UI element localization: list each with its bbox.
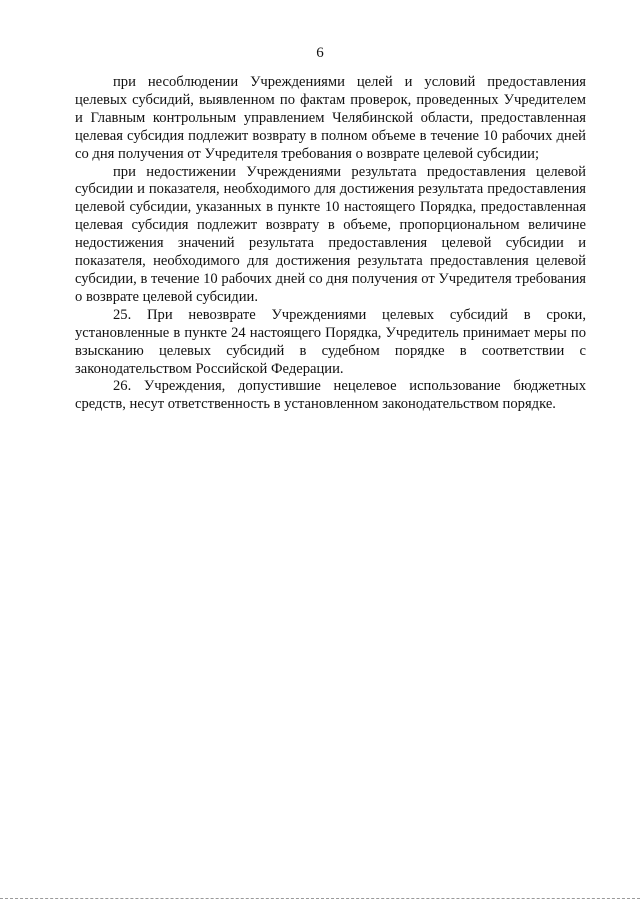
paragraph-return-nonachievement: при недостижении Учреждениями результата предоставления целевой субсидии и показателя, необходимого для достижения результата предоставления целевой субсидии, указанных в пункте 10 настоящего Порядка, предоставленная целевая субсидия подлежит возврату в объеме, пропорциональном величине недостижения значений результата предоставления целевой субсидии и показателя, необходимого для достижения результата предоставления целевой субсидии, в течение 10 рабочих дней со дня получения от Учредителя требования о возврате целевой субсидии.	[75, 163, 586, 305]
page-number: 6	[316, 45, 324, 61]
paragraph-return-noncompliance: при несоблюдении Учреждениями целей и условий предоставления целевых субсидий, выявленном по фактам проверок, проведенных Учредителем и Главным контрольным управлением Челябинской области, предоставленная целевая субсидия подлежит возврату в полном объеме в течение 10 рабочих дней со дня получения от Учредителя требования о возврате целевой субсидии;	[75, 74, 586, 162]
scan-edge-line	[0, 898, 640, 899]
document-body	[75, 74, 586, 414]
paragraph-item-26: 26. Учреждения, допустившие нецелевое использование бюджетных средств, несут ответственность в установленном законодательством порядке.	[75, 378, 586, 413]
paragraph-item-25: 25. При невозврате Учреждениями целевых субсидий в сроки, установленные в пункте 24 настоящего Порядка, Учредитель принимает меры по взысканию целевых субсидий в судебном порядке в соответствии с законодательством Российской Федерации.	[75, 306, 586, 377]
